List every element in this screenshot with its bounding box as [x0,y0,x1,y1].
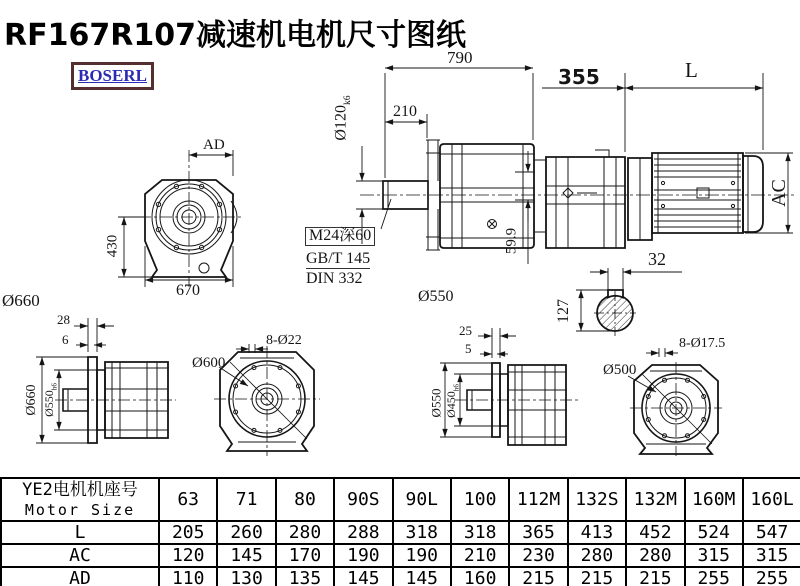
col-header-132S: 132S [568,478,626,521]
cell-L-160L: 547 [743,521,800,544]
dim-355-label: 355 [558,65,600,89]
flange-dia-550-label: Ø550 [418,288,454,305]
col-header-112M: 112M [509,478,567,521]
col-header-132M: 132M [626,478,684,521]
cell-L-90L: 318 [393,521,451,544]
motor-dimension-table [0,477,800,586]
front-view-linework [118,150,241,287]
table-header-row [1,478,800,521]
flange1-dim-28-label: 28 [57,312,70,327]
cell-AC-160M: 315 [685,544,743,567]
cell-AD-90L: 145 [393,567,451,586]
dim-670-label: 670 [176,282,200,299]
cell-AC-132S: 280 [568,544,626,567]
col-header-160M: 160M [685,478,743,521]
flange1-dim-6-label: 6 [62,332,69,347]
cell-L-71: 260 [217,521,275,544]
row-label-AC: AC [1,544,159,567]
table-row-AC [1,544,800,567]
cell-AD-132M: 215 [626,567,684,586]
cell-AD-112M: 215 [509,567,567,586]
col-header-80: 80 [276,478,334,521]
cell-AD-63: 110 [159,567,217,586]
cell-L-112M: 365 [509,521,567,544]
cell-AD-90S: 145 [334,567,392,586]
standard-note-gbt: GB/T 145 [306,250,371,267]
motor-size-header-cn: YE2电机机座号 [22,480,138,501]
table-row-AD [1,567,800,586]
cell-AC-112M: 230 [509,544,567,567]
cell-L-90S: 288 [334,521,392,544]
col-header-160L: 160L [743,478,800,521]
shaft-diameter-label: $Ø120_{k6}$ [332,95,353,141]
cell-AC-90L: 190 [393,544,451,567]
motor-size-header-cell [1,478,159,521]
cell-AD-100: 160 [451,567,509,586]
cell-AC-71: 145 [217,544,275,567]
flange-view1-linework [36,318,176,443]
side-view-linework [356,65,795,264]
key-width-32-label: 32 [648,249,666,269]
flange1-outer-dia-label: Ø660 [24,384,39,416]
cell-AC-63: 120 [159,544,217,567]
col-header-63: 63 [159,478,217,521]
dim-AC-label: AC [768,179,790,207]
face-view2-linework [628,348,722,456]
flange1-spigot-dia-label: $Ø550_{h6}$ [42,383,59,417]
dim-AD-label: AD [203,137,225,153]
page-title: RF167R107减速机电机尺寸图纸 [4,18,466,53]
dim-210-label: 210 [393,103,417,120]
flange1-title-dia-label: Ø660 [2,291,40,310]
cell-L-80: 280 [276,521,334,544]
cell-AD-80: 135 [276,567,334,586]
flange2-spigot-dia-label: $Ø450_{h6}$ [444,384,461,418]
flange2-dim-25-label: 25 [459,323,472,338]
standard-note-din: DIN 332 [306,270,363,287]
dim-L-label: L [685,58,698,82]
flange2-dim-5-label: 5 [465,341,472,356]
key-depth-127-label: 127 [555,299,572,323]
shaft-section-linework [576,268,682,336]
cell-AC-80: 170 [276,544,334,567]
flange2-outer-dia-label: Ø550 [428,388,444,418]
face2-flange-dia-label: Ø500 [603,362,637,378]
cell-L-100: 318 [451,521,509,544]
row-label-AD: AD [1,567,159,586]
cell-AD-160M: 255 [685,567,743,586]
cell-L-160M: 524 [685,521,743,544]
motor-size-header-en: Motor Size [24,500,136,519]
boserl-logo: BOSERL [71,62,154,90]
tap-hole-note: M24深60 [305,227,375,246]
cell-AC-90S: 190 [334,544,392,567]
face2-bolt-holes-label: 8-Ø17.5 [679,336,726,351]
table-row-L [1,521,800,544]
face1-bolt-holes-label: 8-Ø22 [266,333,302,348]
row-label-L: L [1,521,159,544]
cell-L-63: 205 [159,521,217,544]
cell-AD-160L: 255 [743,567,800,586]
cell-L-132M: 452 [626,521,684,544]
face1-flange-dia-label: Ø600 [192,355,226,371]
face-view1-linework [214,344,320,456]
dim-430-label: 430 [104,234,121,258]
col-header-100: 100 [451,478,509,521]
cell-AC-160L: 315 [743,544,800,567]
dim-59-9-label: 59.9 [503,227,520,255]
dim-790-label: 790 [447,48,473,67]
cell-AD-132S: 215 [568,567,626,586]
col-header-90S: 90S [334,478,392,521]
col-header-90L: 90L [393,478,451,521]
cell-L-132S: 413 [568,521,626,544]
cell-AC-100: 210 [451,544,509,567]
col-header-71: 71 [217,478,275,521]
cell-AC-132M: 280 [626,544,684,567]
cell-AD-71: 130 [217,567,275,586]
